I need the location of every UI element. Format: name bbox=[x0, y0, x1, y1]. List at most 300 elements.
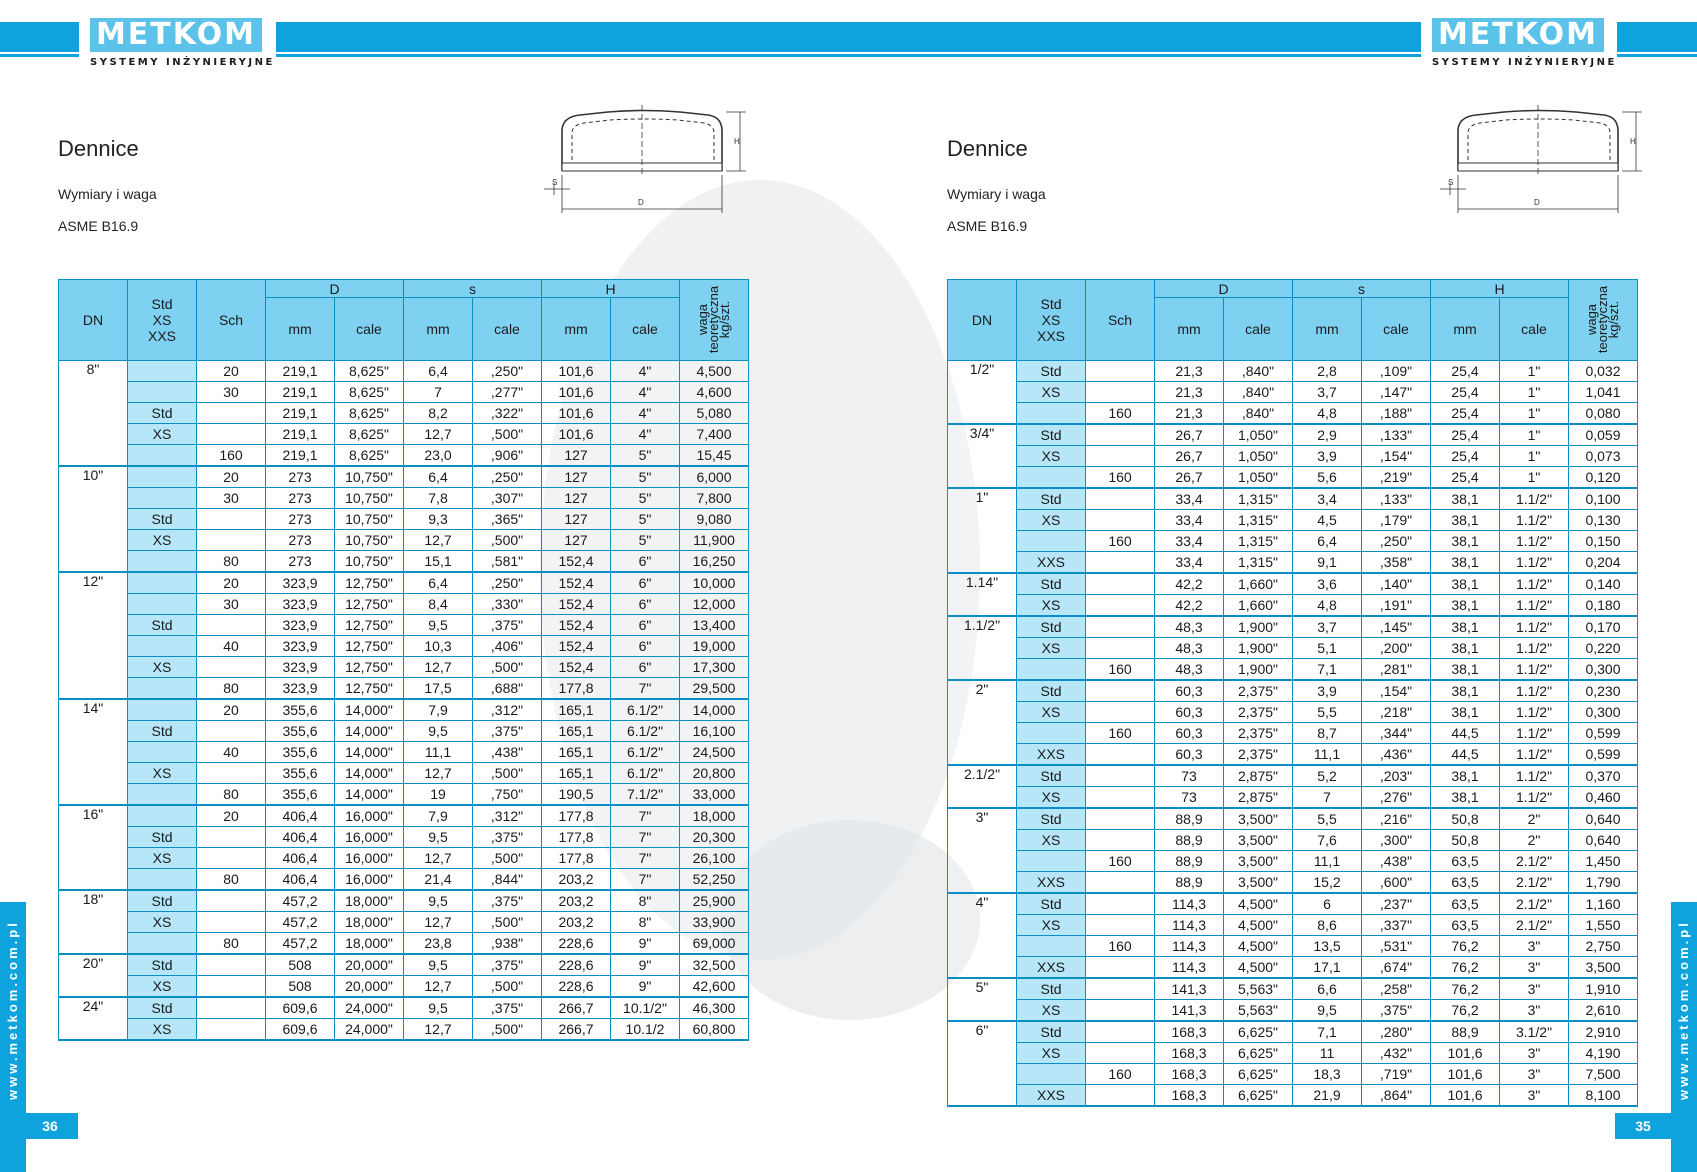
header-cale: cale bbox=[1500, 298, 1569, 361]
cell-weight: 0,599 bbox=[1569, 723, 1638, 744]
cell-sch bbox=[1086, 382, 1155, 403]
cell-weight: 0,080 bbox=[1569, 403, 1638, 425]
cell-sch bbox=[197, 890, 266, 912]
cell-d-cale: 1,660" bbox=[1224, 573, 1293, 595]
table-row bbox=[59, 424, 749, 445]
cell-d-cale: 20,000" bbox=[335, 976, 404, 998]
cell-h-cale: 7" bbox=[611, 869, 680, 891]
cell-s-cale: ,438" bbox=[1362, 851, 1431, 872]
cell-h-cale: 6.1/2" bbox=[611, 742, 680, 763]
cell-h-mm: 38,1 bbox=[1431, 616, 1500, 638]
cell-s-mm: 8,4 bbox=[404, 594, 473, 615]
cell-d-mm: 73 bbox=[1155, 787, 1224, 809]
cell-sch: 80 bbox=[197, 551, 266, 573]
table-row bbox=[59, 954, 749, 976]
cell-d-cale: 4,500" bbox=[1224, 936, 1293, 957]
cell-s-mm: 6,4 bbox=[404, 572, 473, 594]
cell-sch bbox=[1086, 446, 1155, 467]
cell-s-mm: 12,7 bbox=[404, 763, 473, 784]
cell-h-mm: 127 bbox=[542, 466, 611, 488]
header-line-center bbox=[276, 54, 1421, 57]
table-row bbox=[59, 742, 749, 763]
cell-std-class bbox=[128, 699, 197, 721]
cell-d-cale: 16,000" bbox=[335, 827, 404, 848]
cell-sch: 20 bbox=[197, 699, 266, 721]
cell-d-mm: 508 bbox=[266, 954, 335, 976]
cell-d-mm: 26,7 bbox=[1155, 424, 1224, 446]
cell-dn: 1/2" bbox=[948, 361, 1017, 425]
cell-d-mm: 273 bbox=[266, 551, 335, 573]
cell-d-cale: 3,500" bbox=[1224, 851, 1293, 872]
cell-weight: 16,250 bbox=[680, 551, 749, 573]
table-row bbox=[948, 1085, 1638, 1107]
cell-s-cale: ,531" bbox=[1362, 936, 1431, 957]
cell-std-class: Std bbox=[1017, 616, 1086, 638]
cell-std-class: Std bbox=[128, 615, 197, 636]
cell-h-mm: 177,8 bbox=[542, 678, 611, 700]
diagram-label-h: H bbox=[1630, 137, 1636, 146]
cell-d-cale: 2,375" bbox=[1224, 744, 1293, 766]
cell-d-mm: 42,2 bbox=[1155, 573, 1224, 595]
header-weight-line: waga bbox=[1584, 303, 1600, 335]
cell-s-mm: 12,7 bbox=[404, 912, 473, 933]
cell-d-cale: 5,563" bbox=[1224, 1000, 1293, 1022]
cell-d-cale: 14,000" bbox=[335, 784, 404, 806]
cell-s-cale: ,250" bbox=[473, 361, 542, 382]
spec-table-left bbox=[58, 279, 749, 1041]
cell-d-cale: 12,750" bbox=[335, 657, 404, 678]
cell-sch bbox=[197, 424, 266, 445]
cell-std-class bbox=[128, 361, 197, 382]
website-label[interactable]: www.metkom.com.pl bbox=[5, 920, 20, 1100]
header-xs: XS bbox=[152, 312, 172, 328]
cell-std-class: XS bbox=[1017, 595, 1086, 617]
table-row bbox=[948, 765, 1638, 787]
cell-weight: 7,500 bbox=[1569, 1064, 1638, 1085]
header-bar-right bbox=[1617, 22, 1697, 52]
cell-weight: 0,640 bbox=[1569, 808, 1638, 830]
cell-weight: 10,000 bbox=[680, 572, 749, 594]
table-row bbox=[948, 680, 1638, 702]
cell-d-mm: 114,3 bbox=[1155, 936, 1224, 957]
cell-h-cale: 5" bbox=[611, 445, 680, 467]
cell-d-mm: 60,3 bbox=[1155, 702, 1224, 723]
cell-sch bbox=[1086, 510, 1155, 531]
cell-h-mm: 190,5 bbox=[542, 784, 611, 806]
cell-h-cale: 5" bbox=[611, 530, 680, 551]
cell-weight: 26,100 bbox=[680, 848, 749, 869]
cell-sch bbox=[1086, 595, 1155, 617]
cell-h-cale: 7" bbox=[611, 848, 680, 869]
cell-weight: 13,400 bbox=[680, 615, 749, 636]
cell-std-class: XXS bbox=[1017, 957, 1086, 979]
cell-h-mm: 152,4 bbox=[542, 572, 611, 594]
header-weight-text bbox=[1584, 285, 1622, 353]
cell-d-cale: 20,000" bbox=[335, 954, 404, 976]
cell-std-class bbox=[1017, 936, 1086, 957]
cell-dn: 1" bbox=[948, 488, 1017, 573]
cell-sch: 160 bbox=[1086, 531, 1155, 552]
header-bar-center bbox=[276, 22, 1421, 52]
cell-h-cale: 6.1/2" bbox=[611, 763, 680, 784]
cell-h-mm: 25,4 bbox=[1431, 361, 1500, 382]
table-row bbox=[948, 531, 1638, 552]
cell-std-class: XS bbox=[1017, 446, 1086, 467]
cell-s-cale: ,281" bbox=[1362, 659, 1431, 681]
cell-d-cale: 18,000" bbox=[335, 912, 404, 933]
cell-sch: 160 bbox=[1086, 851, 1155, 872]
cell-sch bbox=[1086, 616, 1155, 638]
cell-weight: 0,370 bbox=[1569, 765, 1638, 787]
cell-weight: 6,000 bbox=[680, 466, 749, 488]
cell-h-mm: 127 bbox=[542, 530, 611, 551]
cell-h-mm: 266,7 bbox=[542, 1019, 611, 1041]
table-row bbox=[948, 382, 1638, 403]
cell-weight: 19,000 bbox=[680, 636, 749, 657]
cell-d-mm: 114,3 bbox=[1155, 957, 1224, 979]
cell-h-mm: 101,6 bbox=[1431, 1085, 1500, 1107]
cell-s-mm: 4,5 bbox=[1293, 510, 1362, 531]
cell-s-cale: ,203" bbox=[1362, 765, 1431, 787]
header-weight-text bbox=[695, 285, 733, 353]
cell-weight: 0,073 bbox=[1569, 446, 1638, 467]
cell-weight: 16,100 bbox=[680, 721, 749, 742]
table-row bbox=[948, 1064, 1638, 1085]
cell-weight: 42,600 bbox=[680, 976, 749, 998]
cell-d-mm: 273 bbox=[266, 530, 335, 551]
cell-s-mm: 4,8 bbox=[1293, 403, 1362, 425]
cell-sch: 30 bbox=[197, 488, 266, 509]
cell-s-cale: ,500" bbox=[473, 530, 542, 551]
cell-std-class bbox=[1017, 467, 1086, 489]
cell-std-class: XS bbox=[128, 976, 197, 998]
cell-std-class: Std bbox=[128, 997, 197, 1019]
cell-s-mm: 11,1 bbox=[1293, 851, 1362, 872]
cell-weight: 20,300 bbox=[680, 827, 749, 848]
cell-h-mm: 76,2 bbox=[1431, 957, 1500, 979]
cell-d-cale: 12,750" bbox=[335, 594, 404, 615]
cell-h-mm: 50,8 bbox=[1431, 808, 1500, 830]
cell-h-mm: 127 bbox=[542, 445, 611, 467]
cell-d-cale: 10,750" bbox=[335, 509, 404, 530]
cell-s-mm: 3,9 bbox=[1293, 446, 1362, 467]
cell-weight: 25,900 bbox=[680, 890, 749, 912]
cell-weight: 2,910 bbox=[1569, 1021, 1638, 1043]
cell-d-mm: 168,3 bbox=[1155, 1021, 1224, 1043]
cell-h-cale: 6" bbox=[611, 636, 680, 657]
diagram-label-d: D bbox=[1534, 198, 1540, 207]
cell-d-mm: 273 bbox=[266, 509, 335, 530]
cell-sch bbox=[1086, 872, 1155, 894]
table-row bbox=[948, 1021, 1638, 1043]
cell-sch bbox=[1086, 1085, 1155, 1107]
cell-s-cale: ,375" bbox=[473, 827, 542, 848]
cell-weight: 0,460 bbox=[1569, 787, 1638, 809]
cell-s-cale: ,375" bbox=[473, 997, 542, 1019]
cell-s-mm: 12,7 bbox=[404, 848, 473, 869]
cell-d-mm: 33,4 bbox=[1155, 552, 1224, 574]
cell-std-class bbox=[128, 784, 197, 806]
cell-sch bbox=[1086, 1000, 1155, 1022]
cell-weight: 5,080 bbox=[680, 403, 749, 424]
cell-sch: 20 bbox=[197, 361, 266, 382]
cell-d-cale: 10,750" bbox=[335, 466, 404, 488]
cell-weight: 4,600 bbox=[680, 382, 749, 403]
cell-s-mm: 6,4 bbox=[1293, 531, 1362, 552]
cell-h-cale: 1.1/2" bbox=[1500, 616, 1569, 638]
cell-s-mm: 21,4 bbox=[404, 869, 473, 891]
table-row bbox=[59, 509, 749, 530]
header-dn: DN bbox=[59, 280, 128, 361]
page-subtitle: Wymiary i waga bbox=[947, 186, 1046, 202]
cell-s-cale: ,719" bbox=[1362, 1064, 1431, 1085]
table-row bbox=[948, 446, 1638, 467]
cell-s-mm: 7,1 bbox=[1293, 659, 1362, 681]
cell-dn: 10" bbox=[59, 466, 128, 572]
cell-dn: 20" bbox=[59, 954, 128, 997]
cell-sch bbox=[1086, 808, 1155, 830]
cell-s-cale: ,277" bbox=[473, 382, 542, 403]
cell-d-mm: 114,3 bbox=[1155, 915, 1224, 936]
cell-h-mm: 152,4 bbox=[542, 636, 611, 657]
cell-std-class bbox=[128, 869, 197, 891]
cell-s-mm: 23,0 bbox=[404, 445, 473, 467]
header-s: s bbox=[1293, 280, 1431, 298]
header-line-right bbox=[1617, 54, 1697, 57]
cell-s-cale: ,219" bbox=[1362, 467, 1431, 489]
cell-sch bbox=[1086, 702, 1155, 723]
cell-sch: 80 bbox=[197, 678, 266, 700]
diagram-label-s: S bbox=[552, 178, 558, 187]
cell-d-mm: 26,7 bbox=[1155, 446, 1224, 467]
header-d: D bbox=[266, 280, 404, 298]
cell-d-mm: 60,3 bbox=[1155, 744, 1224, 766]
table-row bbox=[59, 699, 749, 721]
table-row bbox=[948, 573, 1638, 595]
cell-h-mm: 152,4 bbox=[542, 594, 611, 615]
cell-h-mm: 165,1 bbox=[542, 763, 611, 784]
cell-h-cale: 1" bbox=[1500, 467, 1569, 489]
table-row bbox=[948, 915, 1638, 936]
header-weight-line: kg/szt. bbox=[1606, 300, 1622, 338]
cell-sch bbox=[1086, 361, 1155, 382]
cell-dn: 24" bbox=[59, 997, 128, 1040]
cell-dn: 4" bbox=[948, 893, 1017, 978]
cell-d-mm: 508 bbox=[266, 976, 335, 998]
cell-h-mm: 38,1 bbox=[1431, 787, 1500, 809]
cell-weight: 4,500 bbox=[680, 361, 749, 382]
cell-weight: 2,610 bbox=[1569, 1000, 1638, 1022]
cell-weight: 46,300 bbox=[680, 997, 749, 1019]
cell-sch bbox=[1086, 893, 1155, 915]
cell-h-cale: 6" bbox=[611, 657, 680, 678]
cell-h-mm: 203,2 bbox=[542, 890, 611, 912]
header-std: Std bbox=[1040, 296, 1062, 312]
cell-s-cale: ,307" bbox=[473, 488, 542, 509]
cell-sch bbox=[197, 615, 266, 636]
table-row bbox=[59, 572, 749, 594]
cell-h-cale: 2.1/2" bbox=[1500, 893, 1569, 915]
cell-d-mm: 48,3 bbox=[1155, 638, 1224, 659]
header-mm: mm bbox=[1431, 298, 1500, 361]
cell-d-cale: 2,375" bbox=[1224, 680, 1293, 702]
cell-h-cale: 3.1/2" bbox=[1500, 1021, 1569, 1043]
cell-sch bbox=[1086, 978, 1155, 1000]
cell-h-mm: 101,6 bbox=[542, 382, 611, 403]
cell-s-cale: ,581" bbox=[473, 551, 542, 573]
cell-sch: 160 bbox=[1086, 659, 1155, 681]
cell-sch bbox=[197, 848, 266, 869]
cell-h-cale: 1.1/2" bbox=[1500, 638, 1569, 659]
cell-s-mm: 23,8 bbox=[404, 933, 473, 955]
cell-s-mm: 7,6 bbox=[1293, 830, 1362, 851]
cell-s-cale: ,330" bbox=[473, 594, 542, 615]
cell-weight: 0,300 bbox=[1569, 659, 1638, 681]
cell-weight: 1,910 bbox=[1569, 978, 1638, 1000]
cell-weight: 1,790 bbox=[1569, 872, 1638, 894]
cell-sch: 160 bbox=[1086, 723, 1155, 744]
cell-h-mm: 38,1 bbox=[1431, 573, 1500, 595]
cell-std-class: XXS bbox=[1017, 872, 1086, 894]
cell-d-cale: 12,750" bbox=[335, 678, 404, 700]
cell-d-cale: 1,315" bbox=[1224, 488, 1293, 510]
header-std-xs-xxs bbox=[1017, 280, 1086, 361]
cell-d-cale: 14,000" bbox=[335, 742, 404, 763]
cell-h-cale: 2.1/2" bbox=[1500, 872, 1569, 894]
cell-d-mm: 168,3 bbox=[1155, 1043, 1224, 1064]
cell-h-cale: 1" bbox=[1500, 382, 1569, 403]
header-weight bbox=[680, 280, 749, 361]
header-sch: Sch bbox=[197, 280, 266, 361]
cell-sch bbox=[1086, 787, 1155, 809]
cell-d-cale: ,840" bbox=[1224, 382, 1293, 403]
cell-d-mm: 88,9 bbox=[1155, 808, 1224, 830]
cell-weight: 60,800 bbox=[680, 1019, 749, 1041]
cell-d-mm: 48,3 bbox=[1155, 659, 1224, 681]
cell-h-mm: 177,8 bbox=[542, 848, 611, 869]
cell-h-mm: 25,4 bbox=[1431, 382, 1500, 403]
cell-weight: 18,000 bbox=[680, 805, 749, 827]
cell-d-mm: 33,4 bbox=[1155, 531, 1224, 552]
cell-h-cale: 1" bbox=[1500, 403, 1569, 425]
diagram-label-h: H bbox=[734, 137, 740, 146]
cell-sch: 160 bbox=[1086, 1064, 1155, 1085]
cell-std-class bbox=[128, 466, 197, 488]
table-row bbox=[59, 1019, 749, 1041]
cell-d-mm: 323,9 bbox=[266, 636, 335, 657]
cell-h-cale: 2" bbox=[1500, 830, 1569, 851]
cell-d-cale: 4,500" bbox=[1224, 893, 1293, 915]
cell-d-cale: 8,625" bbox=[335, 361, 404, 382]
cell-d-cale: 6,625" bbox=[1224, 1085, 1293, 1107]
cell-d-cale: 16,000" bbox=[335, 869, 404, 891]
logo-mark: METKOM bbox=[90, 18, 262, 52]
cell-d-cale: 8,625" bbox=[335, 424, 404, 445]
cell-d-cale: 1,315" bbox=[1224, 510, 1293, 531]
cell-weight: 12,000 bbox=[680, 594, 749, 615]
cell-s-cale: ,276" bbox=[1362, 787, 1431, 809]
cell-std-class: XS bbox=[1017, 787, 1086, 809]
cell-s-mm: 7,1 bbox=[1293, 1021, 1362, 1043]
cell-s-cale: ,375" bbox=[1362, 1000, 1431, 1022]
table-row bbox=[948, 1000, 1638, 1022]
cell-h-mm: 203,2 bbox=[542, 912, 611, 933]
table-row bbox=[59, 976, 749, 998]
cell-h-mm: 88,9 bbox=[1431, 1021, 1500, 1043]
table-row bbox=[948, 957, 1638, 979]
cell-d-mm: 355,6 bbox=[266, 699, 335, 721]
cell-s-cale: ,154" bbox=[1362, 680, 1431, 702]
cell-d-mm: 21,3 bbox=[1155, 361, 1224, 382]
cell-dn: 6" bbox=[948, 1021, 1017, 1106]
cell-d-cale: 2,375" bbox=[1224, 723, 1293, 744]
table-row bbox=[59, 530, 749, 551]
cell-h-cale: 1.1/2" bbox=[1500, 680, 1569, 702]
cell-sch bbox=[197, 721, 266, 742]
table-row bbox=[59, 827, 749, 848]
table-row bbox=[59, 721, 749, 742]
cell-h-cale: 1.1/2" bbox=[1500, 659, 1569, 681]
cell-s-mm: 9,5 bbox=[404, 827, 473, 848]
table-row bbox=[948, 851, 1638, 872]
cell-std-class: XXS bbox=[1017, 1085, 1086, 1107]
cell-sch bbox=[1086, 915, 1155, 936]
cell-weight: 33,900 bbox=[680, 912, 749, 933]
cell-s-cale: ,674" bbox=[1362, 957, 1431, 979]
cell-sch bbox=[197, 763, 266, 784]
cell-dn: 2.1/2" bbox=[948, 765, 1017, 808]
logo-left bbox=[90, 17, 275, 68]
cell-weight: 0,599 bbox=[1569, 744, 1638, 766]
cell-s-cale: ,145" bbox=[1362, 616, 1431, 638]
cell-h-cale: 1.1/2" bbox=[1500, 552, 1569, 574]
header-h: H bbox=[542, 280, 680, 298]
cell-h-mm: 152,4 bbox=[542, 615, 611, 636]
cell-s-cale: ,200" bbox=[1362, 638, 1431, 659]
header-cale: cale bbox=[1362, 298, 1431, 361]
cell-std-class: Std bbox=[1017, 361, 1086, 382]
cell-d-cale: 1,050" bbox=[1224, 467, 1293, 489]
cell-h-cale: 6" bbox=[611, 551, 680, 573]
table-row bbox=[948, 872, 1638, 894]
header-bar-left bbox=[0, 22, 79, 52]
cell-h-mm: 76,2 bbox=[1431, 936, 1500, 957]
cell-s-mm: 12,7 bbox=[404, 976, 473, 998]
header-weight bbox=[1569, 280, 1638, 361]
website-label[interactable]: www.metkom.com.pl bbox=[1676, 920, 1691, 1100]
table-row bbox=[59, 551, 749, 573]
cell-d-mm: 323,9 bbox=[266, 678, 335, 700]
cell-h-cale: 8" bbox=[611, 912, 680, 933]
cell-s-mm: 7 bbox=[404, 382, 473, 403]
cell-std-class: Std bbox=[1017, 424, 1086, 446]
cell-s-mm: 6,6 bbox=[1293, 978, 1362, 1000]
cell-std-class: XXS bbox=[1017, 552, 1086, 574]
cell-s-cale: ,500" bbox=[473, 912, 542, 933]
cell-h-mm: 63,5 bbox=[1431, 872, 1500, 894]
cell-d-mm: 219,1 bbox=[266, 382, 335, 403]
cell-std-class: XS bbox=[128, 1019, 197, 1041]
cell-h-cale: 1.1/2" bbox=[1500, 573, 1569, 595]
cell-s-cale: ,250" bbox=[1362, 531, 1431, 552]
cell-h-cale: 1.1/2" bbox=[1500, 702, 1569, 723]
cell-s-mm: 9,3 bbox=[404, 509, 473, 530]
cell-s-cale: ,133" bbox=[1362, 488, 1431, 510]
page-title: Dennice bbox=[58, 136, 139, 161]
cell-weight: 69,000 bbox=[680, 933, 749, 955]
cell-weight: 0,170 bbox=[1569, 616, 1638, 638]
cell-s-mm: 12,7 bbox=[404, 530, 473, 551]
